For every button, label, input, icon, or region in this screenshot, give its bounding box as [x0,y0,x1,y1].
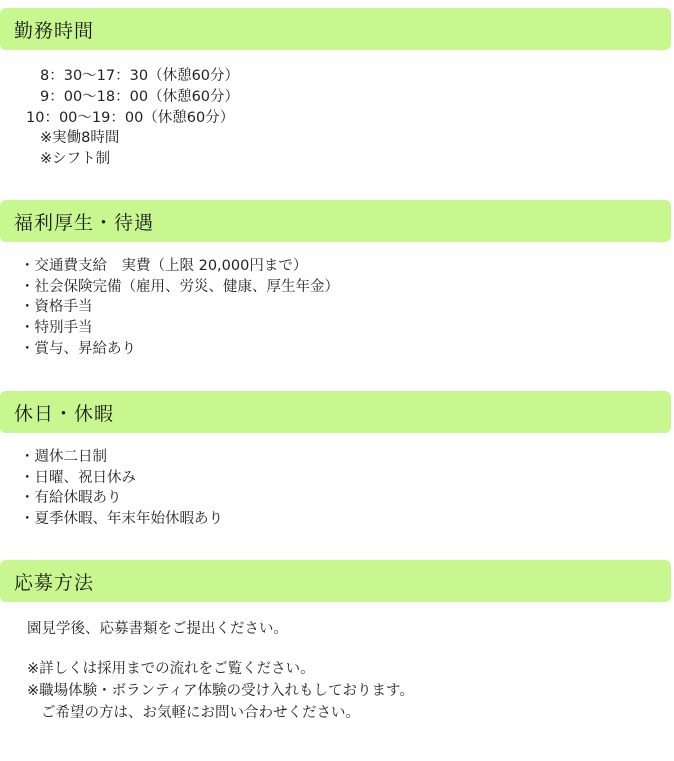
working-hours-note: ※シフト制 [40,151,111,167]
benefits-list-item: ・社会保険完備（雇用、労災、健康、厚生年金） [20,279,339,295]
benefits-list-item: ・資格手当 [20,299,93,315]
benefits-list-item: ・賞与、昇給あり [20,341,136,357]
application-note: ※詳しくは採用までの流れをご覧ください。 [27,661,315,677]
working-hours-note: ※実働8時間 [40,130,120,146]
application-note: ※職場体験・ボランティア体験の受け入れもしております。 [27,683,414,699]
benefits-list-item: ・交通費支給 実費（上限 20,000円まで） [20,258,308,274]
section-header-application: 応募方法 [0,560,671,602]
application-instruction: 園見学後、応募書類をご提出ください。 [27,621,288,637]
application-note: ご希望の方は、お気軽にお問い合わせください。 [41,705,360,721]
working-hours-line: 10：00～19：00（休憩60分） [26,110,235,126]
benefits-list-item: ・特別手当 [20,320,93,336]
section-header-working-hours: 勤務時間 [0,8,671,50]
holidays-list-item: ・週休二日制 [20,449,107,465]
section-header-benefits: 福利厚生・待遇 [0,200,671,242]
working-hours-line: 9：00～18：00（休憩60分） [40,89,240,105]
holidays-list-item: ・夏季休暇、年末年始休暇あり [20,511,223,527]
section-header-holidays: 休日・休暇 [0,391,671,433]
holidays-list-item: ・日曜、祝日休み [20,470,136,486]
working-hours-line: 8：30～17：30（休憩60分） [40,68,240,84]
holidays-list-item: ・有給休暇あり [20,490,122,506]
